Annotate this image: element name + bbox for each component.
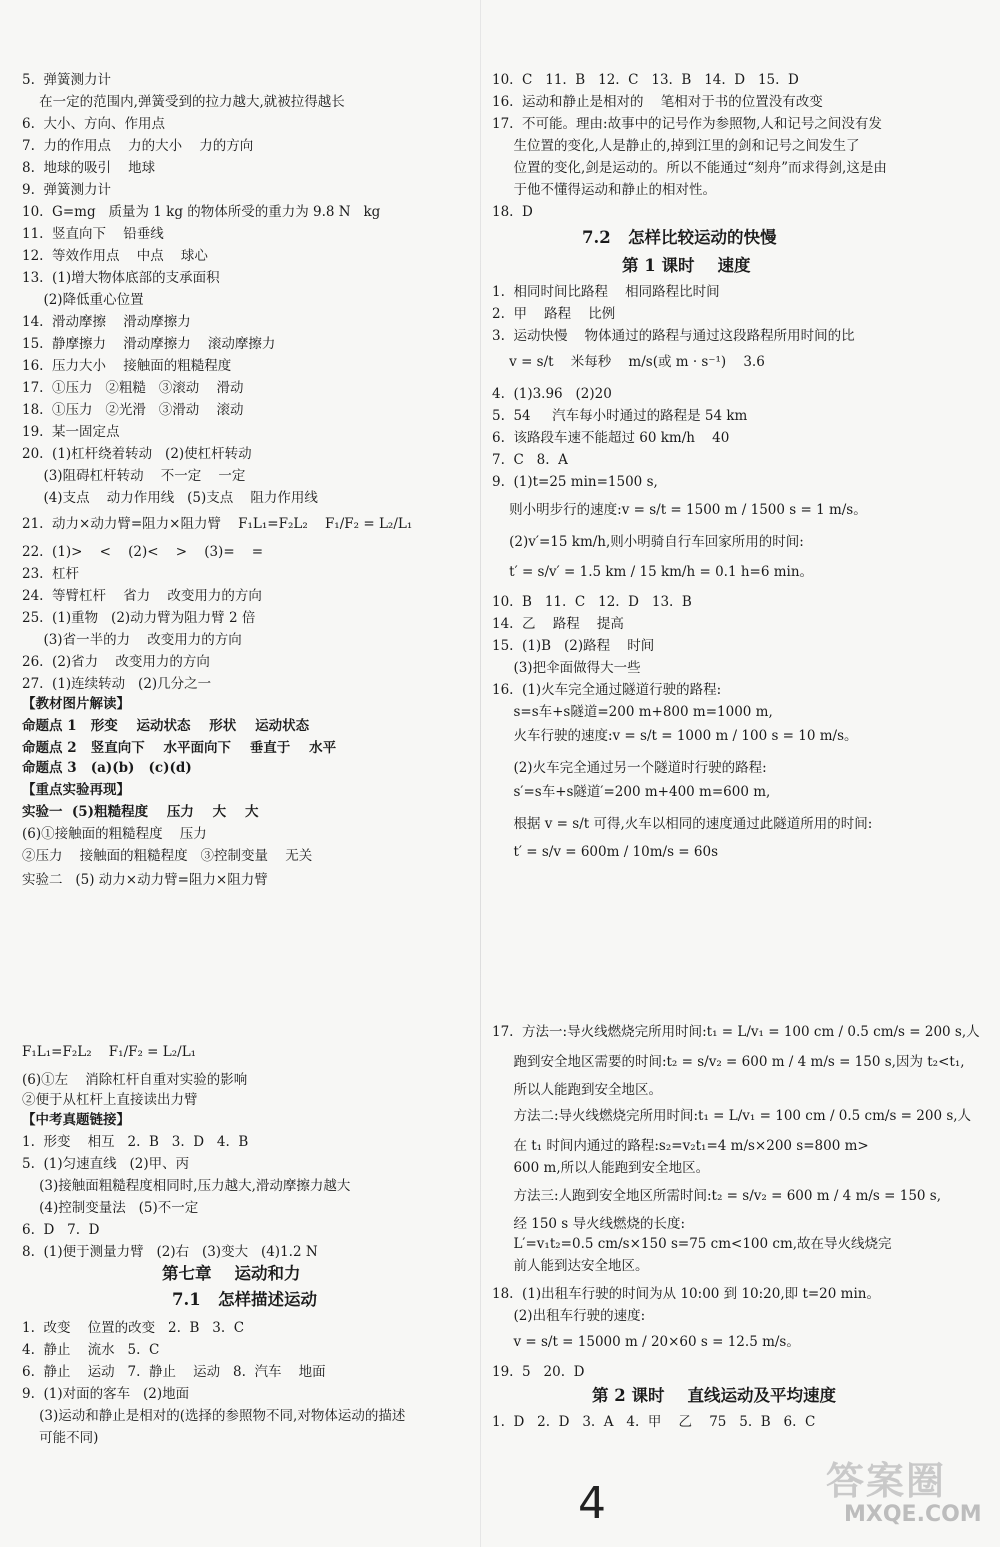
answer-line: 13. (1)增大物体底部的支承面积	[22, 270, 220, 286]
answer-line: 18. D	[492, 204, 533, 220]
answer-line: 16. (1)火车完全通过隧道行驶的路程:	[492, 682, 722, 698]
answer-line: 14. 滑动摩擦 滑动摩擦力	[22, 314, 191, 330]
answer-line: 【中考真题链接】	[22, 1112, 130, 1128]
answer-line: (6)①左 消除杠杆自重对实验的影响	[22, 1072, 248, 1088]
answer-line: 1. D 2. D 3. A 4. 甲 乙 75 5. B 6. C	[492, 1414, 816, 1430]
answer-line: 根据 v = s/t 可得,火车以相同的速度通过此隧道所用的时间:	[492, 816, 873, 832]
answer-line: 在 t₁ 时间内通过的路程:s₂=v₂t₁=4 m/s×200 s=800 m>	[492, 1138, 869, 1154]
answer-line: (2)v′=15 km/h,则小明骑自行车回家所用的时间:	[492, 534, 804, 550]
answer-line: 10. B 11. C 12. D 13. B	[492, 594, 692, 610]
answer-line: v = s/t 米每秒 m/s(或 m · s⁻¹) 3.6	[492, 354, 765, 370]
answer-line: v = s/t = 15000 m / 20×60 s = 12.5 m/s。	[492, 1334, 800, 1350]
answer-line: 18. (1)出租车行驶的时间为从 10:00 到 10:20,即 t=20 min。	[492, 1286, 880, 1302]
answer-line: t′ = s/v′ = 1.5 km / 15 km/h = 0.1 h=6 min。	[492, 564, 814, 580]
page-number: 4	[578, 1478, 606, 1529]
answer-line: (6)①接触面的粗糙程度 压力	[22, 826, 207, 842]
answer-line: 跑到安全地区需要的时间:t₂ = s/v₂ = 600 m / 4 m/s = 150 s,因为 t₂<t₁,	[492, 1054, 965, 1070]
answer-line: 26. (2)省力 改变用力的方向	[22, 654, 210, 670]
answer-line: 24. 等臂杠杆 省力 改变用力的方向	[22, 588, 262, 604]
answer-line: 10. C 11. B 12. C 13. B 14. D 15. D	[492, 72, 799, 88]
answer-line: 5. 弹簧测力计	[22, 72, 111, 88]
section-heading: 7.2 怎样比较运动的快慢	[582, 228, 777, 247]
answer-line: 命题点 3 (a)(b) (c)(d)	[22, 760, 192, 776]
answer-line: 所以人能跑到安全地区。	[492, 1082, 662, 1098]
answer-line: t′ = s/v = 600m / 10m/s = 60s	[492, 844, 718, 860]
answer-line: 25. (1)重物 (2)动力臂为阻力臂 2 倍	[22, 610, 256, 626]
answer-line: 19. 某一固定点	[22, 424, 120, 440]
answer-line: 11. 竖直向下 铅垂线	[22, 226, 164, 242]
answer-line: 实验一 (5)粗糙程度 压力 大 大	[22, 804, 259, 820]
answer-line: 16. 运动和静止是相对的 笔相对于书的位置没有改变	[492, 94, 823, 110]
answer-line: (2)出租车行驶的速度:	[492, 1308, 646, 1324]
answer-line: (2)降低重心位置	[22, 292, 144, 308]
answer-line: (2)火车完全通过另一个隧道时行驶的路程:	[492, 760, 767, 776]
answer-line: 可能不同)	[22, 1430, 99, 1446]
answer-line: 23. 杠杆	[22, 566, 80, 582]
answer-line: 14. 乙 路程 提高	[492, 616, 624, 632]
answer-line: 1. 形变 相互 2. B 3. D 4. B	[22, 1134, 249, 1150]
answer-line: 15. (1)B (2)路程 时间	[492, 638, 655, 654]
answer-line: 17. 不可能。理由:故事中的记号作为参照物,人和记号之间没有发	[492, 116, 882, 132]
answer-line: s′=s车+s隧道′=200 m+400 m=600 m,	[492, 784, 771, 800]
answer-line: 17. ①压力 ②粗糙 ③滚动 滑动	[22, 380, 244, 396]
answer-line: 4. 静止 流水 5. C	[22, 1342, 160, 1358]
answer-line: 16. 压力大小 接触面的粗糙程度	[22, 358, 232, 374]
answer-line: (4)控制变量法 (5)不一定	[22, 1200, 199, 1216]
answer-line: 20. (1)杠杆绕着转动 (2)使杠杆转动	[22, 446, 252, 462]
answer-line: 2. 甲 路程 比例	[492, 306, 616, 322]
section-heading: 第 2 课时 直线运动及平均速度	[592, 1386, 836, 1405]
answer-line: 19. 5 20. D	[492, 1364, 585, 1380]
page-crease	[480, 0, 481, 1547]
answer-line: L′=v₁t₂=0.5 cm/s×150 s=75 cm<100 cm,故在导火线烧完	[492, 1236, 892, 1252]
section-heading: 第 1 课时 速度	[622, 256, 751, 275]
answer-line: s=s车+s隧道=200 m+800 m=1000 m,	[492, 704, 773, 720]
answer-line: 9. 弹簧测力计	[22, 182, 111, 198]
answer-line: 在一定的范围内,弹簧受到的拉力越大,就被拉得越长	[22, 94, 345, 110]
answer-line: 方法三:人跑到安全地区所需时间:t₂ = s/v₂ = 600 m / 4 m/s = 150 s,	[492, 1188, 942, 1204]
answer-line: (3)阻碍杠杆转动 不一定 一定	[22, 468, 246, 484]
answer-line: (3)接触面粗糙程度相同时,压力越大,滑动摩擦力越大	[22, 1178, 351, 1194]
answer-line: F₁L₁=F₂L₂ F₁/F₂ = L₂/L₁	[22, 1044, 197, 1060]
answer-line: 位置的变化,剑是运动的。所以不能通过“刻舟”而求得剑,这是由	[492, 160, 887, 176]
answer-line: 于他不懂得运动和静止的相对性。	[492, 182, 716, 198]
answer-line: 27. (1)连续转动 (2)几分之一	[22, 676, 212, 692]
answer-line: 3. 运动快慢 物体通过的路程与通过这段路程所用时间的比	[492, 328, 855, 344]
answer-line: (3)把伞面做得大一些	[492, 660, 641, 676]
answer-line: 7. C 8. A	[492, 452, 568, 468]
answer-line: (4)支点 动力作用线 (5)支点 阻力作用线	[22, 490, 318, 506]
answer-line: 12. 等效作用点 中点 球心	[22, 248, 208, 264]
answer-line: (3)运动和静止是相对的(选择的参照物不同,对物体运动的描述	[22, 1408, 406, 1424]
answer-line: 21. 动力×动力臂=阻力×阻力臂 F₁L₁=F₂L₂ F₁/F₂ = L₂/L₁	[22, 516, 413, 532]
answer-line: 6. 该路段车速不能超过 60 km/h 40	[492, 430, 730, 446]
answer-line: 【教材图片解读】	[22, 696, 130, 712]
answer-line: 【重点实验再现】	[22, 782, 130, 798]
answer-line: 经 150 s 导火线燃烧的长度:	[492, 1216, 686, 1232]
section-heading: 第七章 运动和力	[162, 1264, 301, 1283]
answer-line: 实验二 (5) 动力×动力臂=阻力×阻力臂	[22, 872, 268, 888]
answer-line: ②便于从杠杆上直接读出力臂	[22, 1092, 198, 1108]
answer-line: 4. (1)3.96 (2)20	[492, 386, 612, 402]
answer-line: 22. (1)> < (2)< > (3)= =	[22, 544, 264, 560]
answer-line: 火车行驶的速度:v = s/t = 1000 m / 100 s = 10 m/s。	[492, 728, 858, 744]
answer-line: 1. 改变 位置的改变 2. B 3. C	[22, 1320, 245, 1336]
answer-line: 600 m,所以人能跑到安全地区。	[492, 1160, 710, 1176]
answer-line: 1. 相同时间比路程 相同路程比时间	[492, 284, 720, 300]
answer-line: 8. (1)便于测量力臂 (2)右 (3)变大 (4)1.2 N	[22, 1244, 318, 1260]
watermark-main: 答案圈	[826, 1459, 947, 1503]
answer-line: 5. 54 汽车每小时通过的路程是 54 km	[492, 408, 748, 424]
answer-line: 10. G=mg 质量为 1 kg 的物体所受的重力为 9.8 N kg	[22, 204, 381, 220]
answer-line: 15. 静摩擦力 滑动摩擦力 滚动摩擦力	[22, 336, 276, 352]
answer-line: 6. D 7. D	[22, 1222, 100, 1238]
answer-line: 前人能到达安全地区。	[492, 1258, 649, 1274]
section-heading: 7.1 怎样描述运动	[172, 1290, 317, 1309]
answer-line: 9. (1)对面的客车 (2)地面	[22, 1386, 190, 1402]
answer-line: 7. 力的作用点 力的大小 力的方向	[22, 138, 254, 154]
answer-line: 生位置的变化,人是静止的,掉到江里的剑和记号之间发生了	[492, 138, 860, 154]
answer-line: 5. (1)匀速直线 (2)甲、丙	[22, 1156, 190, 1172]
answer-line: 17. 方法一:导火线燃烧完所用时间:t₁ = L/v₁ = 100 cm / 0.5 cm/s = 200 s,人	[492, 1024, 980, 1040]
answer-line: 则小明步行的速度:v = s/t = 1500 m / 1500 s = 1 m/s。	[492, 502, 867, 518]
answer-line: 方法二:导火线燃烧完所用时间:t₁ = L/v₁ = 100 cm / 0.5 cm/s = 200 s,人	[492, 1108, 972, 1124]
answer-line: 命题点 1 形变 运动状态 形状 运动状态	[22, 718, 310, 734]
answer-line: 9. (1)t=25 min=1500 s,	[492, 474, 658, 490]
answer-line: 6. 大小、方向、作用点	[22, 116, 165, 132]
answer-line: 8. 地球的吸引 地球	[22, 160, 156, 176]
answer-line: 6. 静止 运动 7. 静止 运动 8. 汽车 地面	[22, 1364, 326, 1380]
answer-line: 命题点 2 竖直向下 水平面向下 垂直于 水平	[22, 740, 337, 756]
answer-line: ②压力 接触面的粗糙程度 ③控制变量 无关	[22, 848, 313, 864]
watermark-logo	[816, 1450, 986, 1540]
answer-line: (3)省一半的力 改变用力的方向	[22, 632, 242, 648]
watermark-sub: MXQE.COM	[844, 1502, 982, 1527]
answer-line: 18. ①压力 ②光滑 ③滑动 滚动	[22, 402, 244, 418]
